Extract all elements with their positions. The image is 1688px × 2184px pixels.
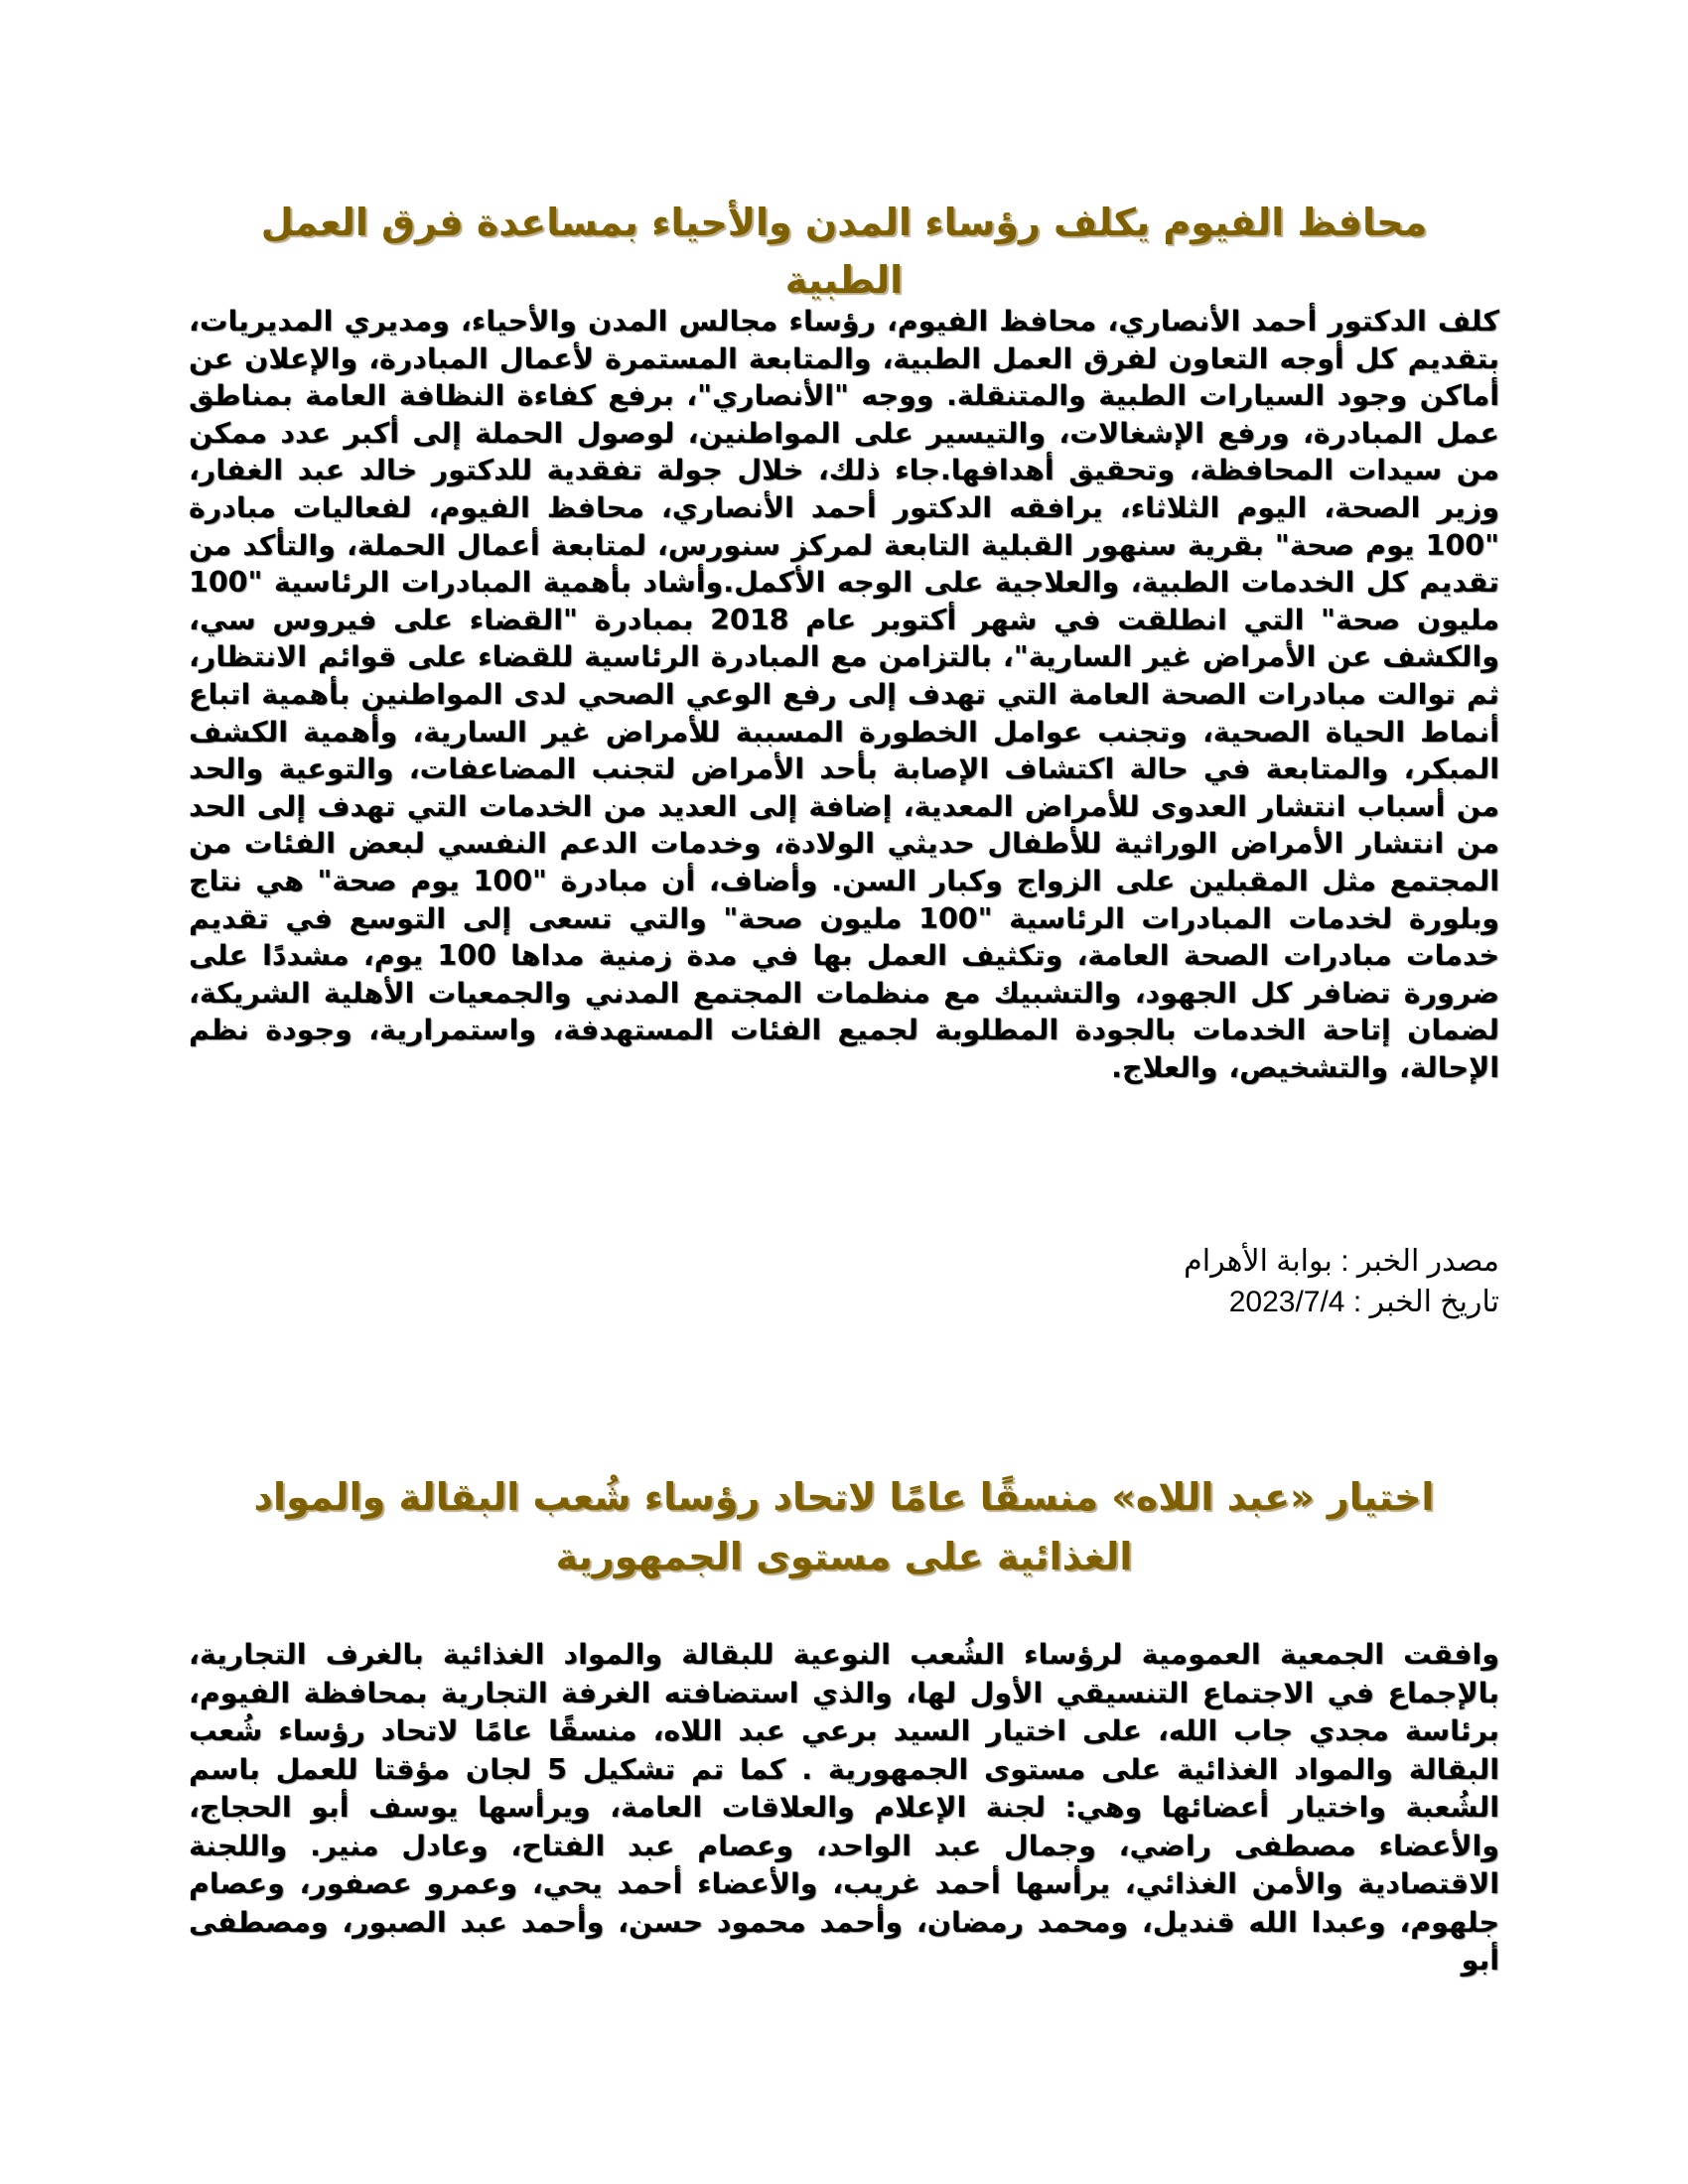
news-date-value: 2023/7/4 <box>1228 1286 1345 1318</box>
article-1-meta <box>1184 1241 1499 1322</box>
article-1-title: محافظ الفيوم يكلف رؤساء المدن والأحياء بمساعدة فرق العمل الطبية <box>260 201 1428 302</box>
news-date-separator: : <box>1352 1286 1362 1318</box>
news-source-value: بوابة الأهرام <box>1184 1245 1333 1278</box>
news-source-label: مصدر الخبر <box>1356 1245 1499 1278</box>
news-date-label: تاريخ الخبر <box>1369 1286 1499 1318</box>
article-2-body: وافقت الجمعية العمومية لرؤساء الشُعب النوعية للبقالة والمواد الغذائية بالغرف التجارية، بالإجماع في الاجتماع التنسيقي الأول لها، والذي استضافته الغرفة التجارية بمحافظة الفيوم، برئاسة مجدي جاب الله، على اختيار السيد برعي عبد اللاه، منسقًا عامًا لاتحاد رؤساء شُعب البقالة والمواد الغذائية على مستوى الجمهورية . كما تم تشكيل 5 لجان مؤقتا للعمل باسم الشُعبة واختيار أعضائها وهي: لجنة الإعلام والعلاقات العامة، ويرأسها يوسف أبو الحجاج، والأعضاء مصطفى راضي، وجمال عبد الواحد، وعصام عبد الفتاح، وعادل منير. واللجنة الاقتصادية والأمن الغذائي، يرأسها أحمد غريب، والأعضاء أحمد يحي، وعمرو عصفور، وعصام جلهوم، وعبدا الله قنديل، ومحمد رمضان، وأحمد محمود حسن، وأحمد عبد الصبور، ومصطفى أبو <box>189 1638 1499 1977</box>
article-2-title: اختيار «عبد اللاه» منسقًا عامًا لاتحاد رؤساء شُعب البقالة والمواد الغذائية على مستوى الجمهورية <box>253 1475 1435 1578</box>
news-source-separator: : <box>1340 1245 1349 1278</box>
article-1-body: كلف الدكتور أحمد الأنصاري، محافظ الفيوم، رؤساء مجالس المدن والأحياء، ومديري المديريات، بتقديم كل أوجه التعاون لفرق العمل الطبية، والمتابعة المستمرة لأعمال المبادرة، والإعلان عن أماكن وجود السيارات الطبية والمتنقلة. ووجه "الأنصاري"، برفع كفاءة النظافة العامة بمناطق عمل المبادرة، ورفع الإشغالات، والتيسير على المواطنين، لوصول الحملة إلى أكبر عدد ممكن من سيدات المحافظة، وتحقيق أهدافها.جاء ذلك، خلال جولة تفقدية للدكتور خالد عبد الغفار، وزير الصحة، اليوم الثلاثاء، يرافقه الدكتور أحمد الأنصاري، محافظ الفيوم، لفعاليات مبادرة "100 يوم صحة" بقرية سنهور القبلية التابعة لمركز سنورس، لمتابعة أعمال الحملة، والتأكد من تقديم كل الخدمات الطبية، والعلاجية على الوجه الأكمل.وأشاد بأهمية المبادرات الرئاسية "100 مليون صحة" التي انطلقت في شهر أكتوبر عام 2018 بمبادرة "القضاء على فيروس سي، والكشف عن الأمراض غير السارية"، بالتزامن مع المبادرة الرئاسية للقضاء على قوائم الانتظار، ثم توالت مبادرات الصحة العامة التي تهدف إلى رفع الوعي الصحي لدى المواطنين بأهمية اتباع أنماط الحياة الصحية، وتجنب عوامل الخطورة المسببة للأمراض غير السارية، وأهمية الكشف المبكر، والمتابعة في حالة اكتشاف الإصابة بأحد الأمراض لتجنب المضاعفات، والتوعية والحد من أسباب انتشار العدوى للأمراض المعدية، إضافة إلى العديد من الخدمات التي تهدف إلى الحد من انتشار الأمراض الوراثية للأطفال حديثي الولادة، وخدمات الدعم النفسي لبعض الفئات من المجتمع مثل المقبلين على الزواج وكبار السن. وأضاف، أن مبادرة "100 يوم صحة" هي نتاج وبلورة لخدمات المبادرات الرئاسية "100 مليون صحة" والتي تسعى إلى التوسع في تقديم خدمات مبادرات الصحة العامة، وتكثيف العمل بها في مدة زمنية مداها 100 يوم، مشددًا على ضرورة تضافر كل الجهود، والتشبيك مع منظمات المجتمع المدني والجمعيات الأهلية الشريكة، لضمان إتاحة الخدمات بالجودة المطلوبة لجميع الفئات المستهدفة، واستمرارية، وجودة نظم الإحالة، والتشخيص، والعلاج. <box>189 305 1500 1084</box>
news-date-line <box>1184 1282 1499 1322</box>
news-source-line <box>1184 1241 1499 1282</box>
